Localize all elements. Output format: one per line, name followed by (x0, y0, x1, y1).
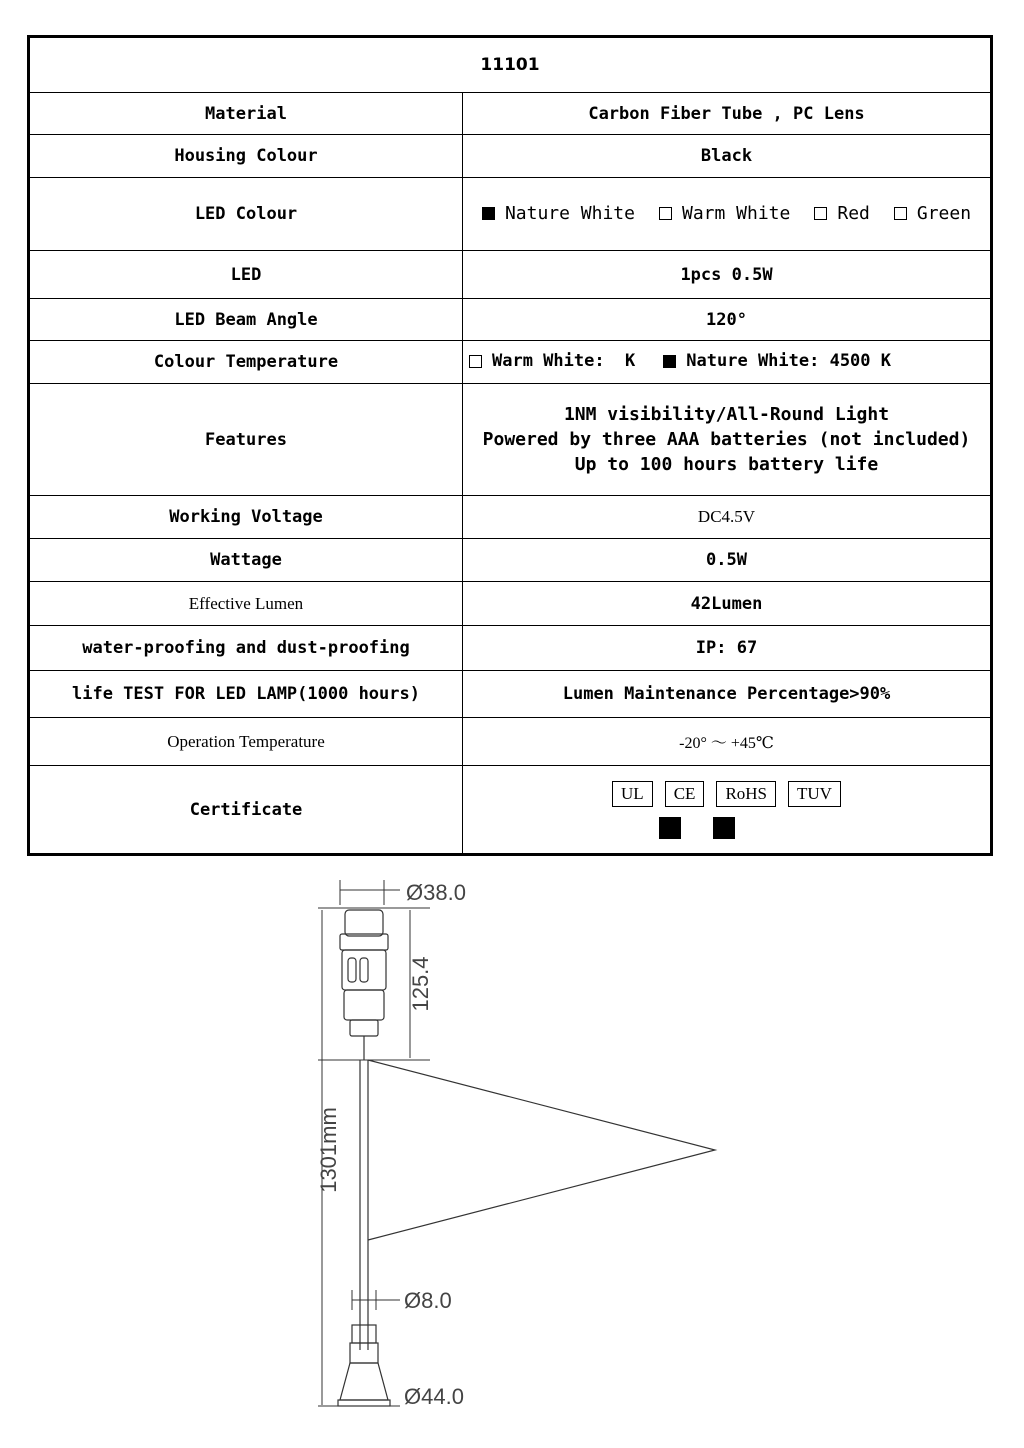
dim-total-label: 1301mm (316, 1107, 341, 1193)
beam-value: 120° (463, 299, 992, 341)
option-nature-white: Nature White (482, 203, 635, 224)
cert-list (463, 781, 990, 807)
product-code: 11101 (29, 37, 992, 93)
option-green: Green (894, 203, 971, 224)
led-label: LED (29, 251, 463, 299)
option-warm-white: Warm White (659, 203, 790, 224)
dim-base-label: Ø44.0 (404, 1384, 464, 1409)
cert-tuv: TUV (788, 781, 841, 807)
product-drawing (0, 860, 1024, 1448)
housing-label: Housing Colour (29, 135, 463, 178)
material-label: Material (29, 93, 463, 135)
led-colour-options (463, 178, 992, 251)
lumen-label: Effective Lumen (29, 582, 463, 626)
features-value (463, 384, 992, 496)
colour-temp-value (463, 341, 992, 384)
life-value: Lumen Maintenance Percentage>90% (463, 671, 992, 718)
dim-head-label: 125.4 (408, 956, 433, 1012)
wattage-label: Wattage (29, 539, 463, 582)
led-colour-label: LED Colour (29, 178, 463, 251)
unchecked-box-icon (894, 207, 907, 220)
voltage-label: Working Voltage (29, 496, 463, 539)
unchecked-box-icon (469, 355, 482, 368)
housing-value: Black (463, 135, 992, 178)
dim-top-label: Ø38.0 (406, 880, 466, 905)
certificate-label: Certificate (29, 766, 463, 855)
beam-label: LED Beam Angle (29, 299, 463, 341)
lamp-outline (338, 910, 715, 1406)
checked-box-icon (482, 207, 495, 220)
voltage-value: DC4.5V (463, 496, 992, 539)
wattage-value: 0.5W (463, 539, 992, 582)
life-label: life TEST FOR LED LAMP(1000 hours) (29, 671, 463, 718)
cert-ul: UL (612, 781, 653, 807)
unchecked-box-icon (814, 207, 827, 220)
cert-rohs: RoHS (716, 781, 776, 807)
temp-warm: Warm White: K (469, 351, 635, 371)
ip-value: IP: 67 (463, 626, 992, 671)
led-value: 1pcs 0.5W (463, 251, 992, 299)
temp-nature: Nature White: 4500 K (663, 351, 891, 371)
feature-line: Powered by three AAA batteries (not included) (482, 429, 971, 450)
cert-ce: CE (665, 781, 705, 807)
dim-pole-label: Ø8.0 (404, 1288, 452, 1313)
spec-table (27, 35, 993, 856)
lumen-value: 42Lumen (463, 582, 992, 626)
option-red: Red (814, 203, 870, 224)
op-temp-value: -20° ～ +45℃ (463, 718, 992, 766)
op-temp-label: Operation Temperature (29, 718, 463, 766)
cert-marks (403, 817, 990, 839)
feature-line: Up to 100 hours battery life (574, 454, 879, 475)
feature-line: 1NM visibility/All-Round Light (563, 404, 890, 425)
checked-mark-icon (659, 817, 681, 839)
colour-temp-label: Colour Temperature (29, 341, 463, 384)
material-value: Carbon Fiber Tube , PC Lens (463, 93, 992, 135)
features-label: Features (29, 384, 463, 496)
checked-box-icon (663, 355, 676, 368)
checked-mark-icon (713, 817, 735, 839)
ip-label: water-proofing and dust-proofing (29, 626, 463, 671)
unchecked-box-icon (659, 207, 672, 220)
certificate-value (463, 766, 992, 855)
